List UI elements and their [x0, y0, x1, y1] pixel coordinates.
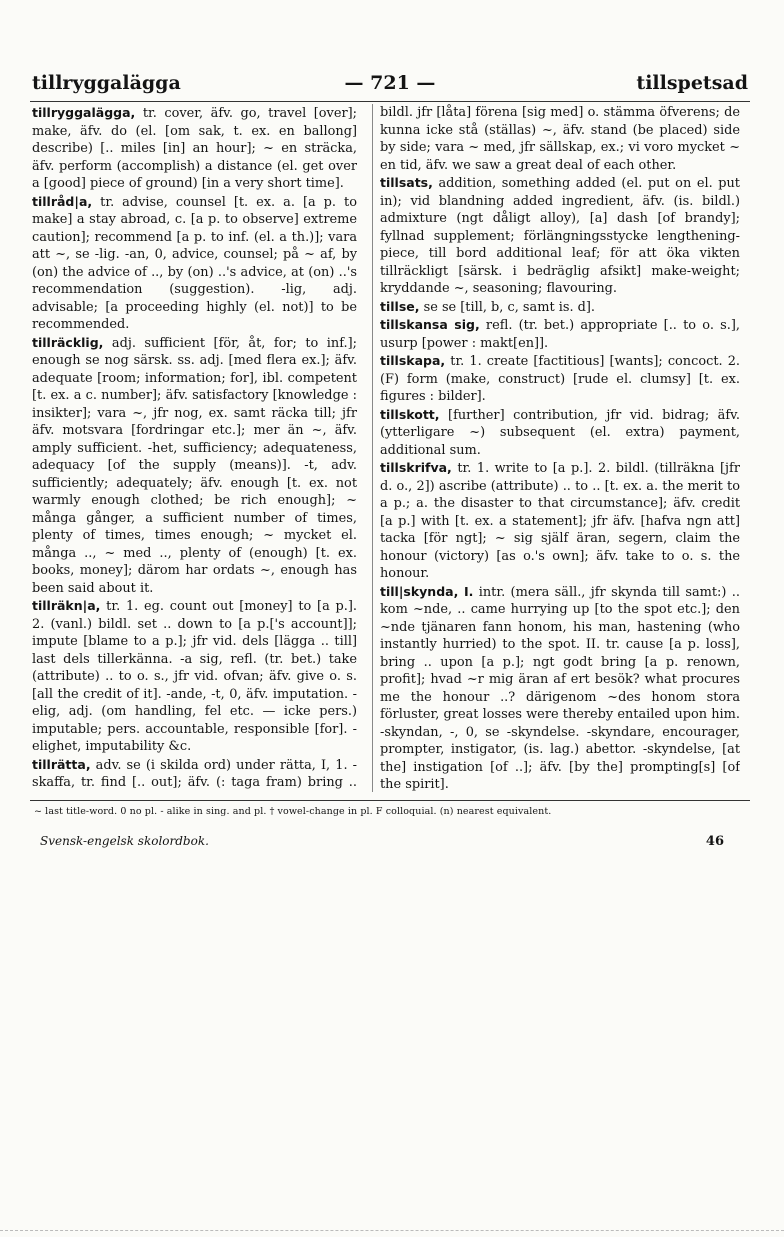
dictionary-entry: [380, 104, 740, 174]
entry-text: tr. advise, counsel [t. ex. a. [a p. to make] a stay abroad, c. [a p. to observe] extreme caution]; recommend [a p. to inf. (el. a th.)]; vara att ~, se -lig. -an, 0, advice, counsel; på ~ af, by (on) the advice of .., by (on) ..'s advice, at (on) ..'s recommendation (suggestion). -lig, adj. advisable; [a proceeding highly (el. not)] to be recommended.: [32, 194, 357, 332]
headword: tillskott,: [380, 406, 440, 422]
entry-text: tr. 1. create [factitious] [wants]; concoct. 2. (F) form (make, construct) [rude el. clumsy] [t. ex. figures : bilder].: [380, 354, 740, 404]
entry-text: [further] contribution, jfr vid. bidrag; äfv. (ytterligare ~) subsequent (el. extra) payment, additional sum.: [380, 407, 740, 458]
entry-text: bildl. jfr [låta] förena [sig med] o. stämma öfverens; de kunna icke stå (ställas) ~, äfv. stand (be placed) side by side; vara ~ med, jfr sällskap, ex.; vi voro mycket ~ en tid, äfv. we saw a great deal of each other.: [380, 105, 740, 173]
left-column: [32, 104, 357, 794]
scan-edge: [0, 1230, 784, 1231]
dictionary-entry: [380, 406, 740, 460]
entry-text: refl. (tr. bet.) appropriate [.. to o. s.], usurp [power : makt[en]].: [380, 318, 740, 351]
headword: tillrätta,: [32, 756, 91, 772]
right-column: [380, 104, 740, 794]
headword: tillråd|a,: [32, 193, 93, 209]
dictionary-entry: [32, 597, 357, 756]
headword: tillryggalägga,: [32, 105, 136, 120]
dictionary-entry: [380, 459, 740, 583]
dictionary-entry: [380, 298, 740, 317]
dictionary-entry: [380, 174, 740, 298]
entry-text: intr. (mera säll., jfr skynda till samt:) .. kom ~nde, .. came hurrying up [to the spot etc.]; den ~nde tjänaren fann honom, his man, hastening (who instantly hurried) to the spot. II. tr. cause [a p. loss], bring .. upon [a p.]; ngt godt bring [a p. renown, profit]; hvad ~r mig äran af ert besök? what procures me the honour ..? därigenom ~des honom stora förluster, great losses were thereby entailed upon him. -skyndan, -, 0, se -skyndelse. -skyndare, encourager, prompter, instigator, (is. lag.) abettor. -skyndelse, [at the] instigation [of ..]; äfv. [by the] prompting[s] [of the spirit].: [380, 584, 740, 792]
entry-text: adv. se (i skilda ord) under rätta, I, 1. -skaffa, tr. find [.. out]; äfv. (: taga fram) bring ..: [32, 757, 357, 790]
header-rule: [30, 101, 750, 102]
headword: tillräkn|a,: [32, 598, 101, 613]
page-number-header: — 721 —: [344, 72, 436, 94]
headword: tillräcklig,: [32, 334, 104, 350]
dictionary-entry: [32, 193, 357, 334]
dictionary-entry: [32, 104, 357, 193]
entry-text: tr. 1. write to [a p.]. 2. bildl. (tillräkna [jfr d. o., 2]) ascribe (attribute) .. to .. [t. ex. a. the merit to a p.; a. the disaster to that circumstance]; äfv. credit [a p.] with [t. ex. a statement]; jfr äfv. [hafva ngn att] tacka [för ngt]; ~ sig själf äran, segern, claim the honour (victory) [as o.'s own]; äfv. take to o. s. the honour.: [380, 461, 740, 581]
entry-text: addition, something added (el. put on el. put in); vid blandning added ingredient, äfv. (is. bildl.) admixture (ngt dåligt alloy), [a] dash [of brandy]; fyllnad supplement; förlängningsstycke lengthening-piece, till bord additional leaf; för att öka vikten tillräckligt [särsk. i bedräglig afsikt] make-weight; kryddande ~, seasoning; flavouring.: [380, 176, 740, 296]
entry-text: tr. cover, äfv. go, travel [over]; make, äfv. do (el. [om sak, t. ex. en ballong] describe) [.. miles [in] an hour]; ~ en sträcka, äfv. perform (accomplish) a distance (el. get over a [good] piece of ground) [in a very short time].: [32, 106, 357, 191]
book-title: Svensk-engelsk skolordbok.: [40, 834, 209, 848]
header-last-word: tillspetsad: [636, 72, 748, 94]
dictionary-entry: [380, 316, 740, 352]
dictionary-entry: [380, 583, 740, 794]
headword: tillse,: [380, 298, 420, 314]
headword: tillskrifva,: [380, 460, 452, 475]
headword: tillsats,: [380, 175, 433, 190]
column-divider: [372, 104, 373, 792]
headword: tillskansa sig,: [380, 317, 480, 332]
signature-number: 46: [705, 834, 724, 849]
dictionary-entry: [32, 756, 357, 795]
entry-text: se se [till, b, c, samt is. d].: [419, 299, 596, 315]
dictionary-entry: [380, 794, 740, 795]
abbreviation-legend: ~ last title-word. 0 no pl. - alike in sing. and pl. † vowel-change in pl. F colloquial. (n) nearest equivalent.: [34, 806, 552, 817]
header-first-word: tillryggalägga: [32, 72, 181, 94]
headword: till|skynda, I.: [380, 583, 474, 599]
entry-text: adj. sufficient [för, åt, for; to inf.]; enough se nog särsk. ss. adj. [med flera ex.]; äfv. adequate [room; information; for], ibl. competent [t. ex. a c. number]; äfv. satisfactory [knowledge : insikter]; vara ~, jfr nog, ex. samt räcka till; jfr äfv. motsvara [fordringar etc.]; mer än ~, äfv. amply sufficient. -het, sufficiency; adequateness, adequacy [of the supply (means)]. -t, adv. sufficiently; adequately; äfv. enough [t. ex. not warmly enough clothed; be rich enough]; ~ många gånger, a sufficient number of times, plenty of times, times enough; ~ mycket el. många .., ~ med .., plenty of (enough) [t. ex. books, money]; därom har ordats ~, enough has been said about it.: [32, 335, 357, 596]
footer-rule: [30, 800, 750, 801]
dictionary-entry: [32, 334, 357, 598]
dictionary-entry: [380, 352, 740, 406]
running-header: [32, 72, 748, 98]
entry-text: tr. 1. eg. count out [money] to [a p.]. 2. (vanl.) bildl. set .. down to [a p.['s account]]; impute [blame to a p.]; jfr vid. dels [lägga .. till] last dels tillerkänna. -a sig, refl. (tr. bet.) take (attribute) .. to o. s., jfr vid. ofvan; äfv. give o. s. [all the credit of it]. -ande, -t, 0, äfv. imputation. -elig, adj. (om handling, fel etc. — icke pers.) imputable; pers. accountable, responsible [for]. -elighet, imputability &c.: [32, 599, 357, 754]
headword: tillskapa,: [380, 353, 446, 368]
